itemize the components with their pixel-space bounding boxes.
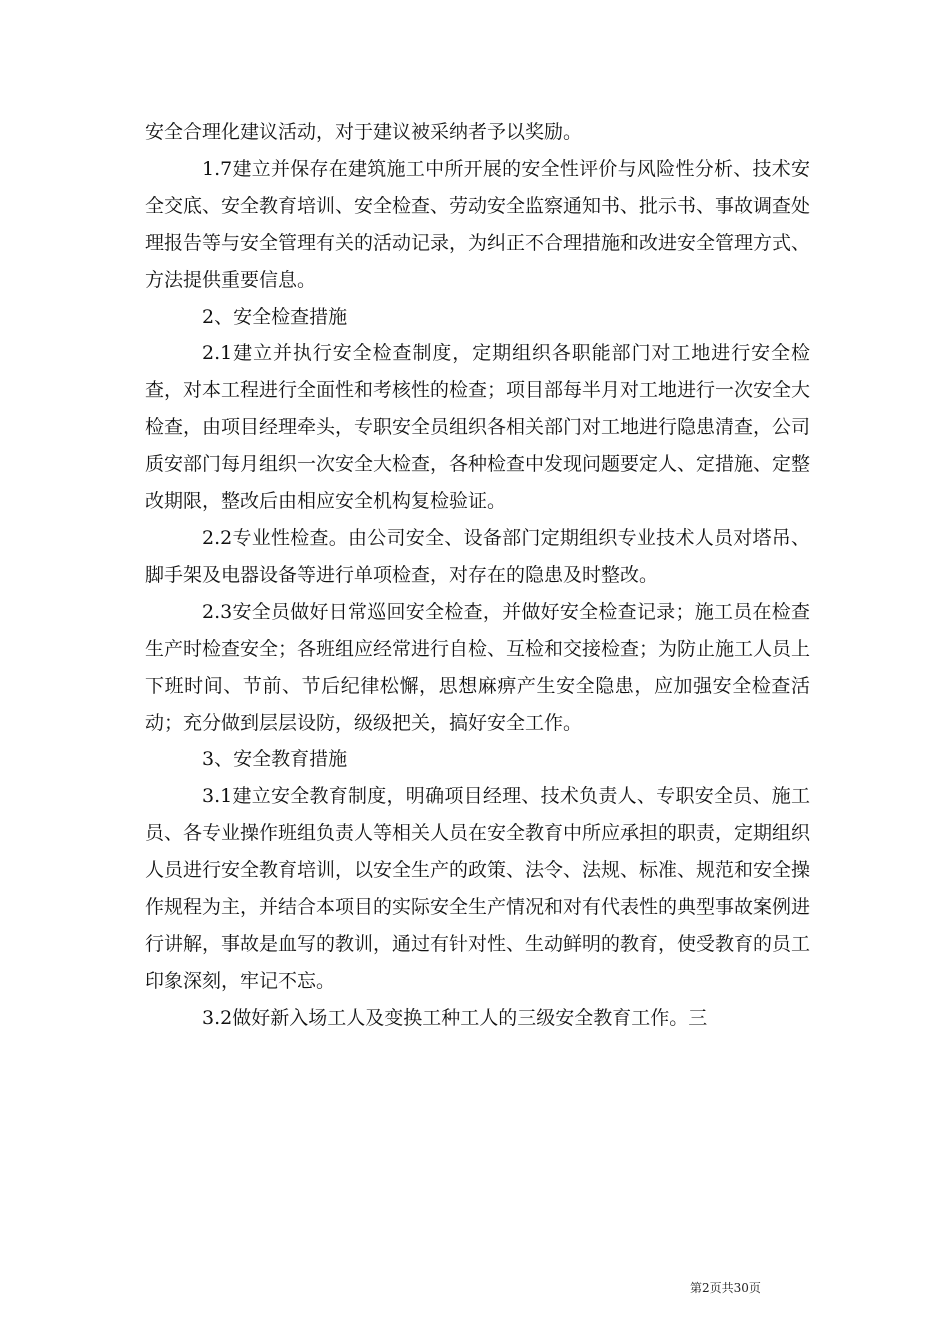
section-heading: 3、安全教育措施 [202,748,348,771]
paragraph: 1.7建立并保存在建筑施工中所开展的安全性评价与风险性分析、技术安全交底、安全教育培训、安全检查、劳动安全监察通知书、批示书、事故调查处理报告等与安全管理有关的活动记录，为纠正不合理措施和改进安全管理方式、方法提供重要信息。 [145,157,811,291]
body-text [145,114,810,1037]
paragraph: 3.2做好新入场工人及变换工种工人的三级安全教育工作。三 [202,1006,708,1029]
page-number-footer: 第2页共30页 [690,1281,761,1295]
paragraph: 3.1建立安全教育制度，明确项目经理、技术负责人、专职安全员、施工员、各专业操作班组负责人等相关人员在安全教育中所应承担的职责，定期组织人员进行安全教育培训，以安全生产的政策、法令、法规、标准、规范和安全操作规程为主，并结合本项目的实际安全生产情况和对有代表性的典型事故案例进行讲解，事故是血写的教训，通过有针对性、生动鲜明的教育，使受教育的员工印象深刻，牢记不忘。 [145,785,811,992]
paragraph: 2.3安全员做好日常巡回安全检查，并做好安全检查记录；施工员在检查生产时检查安全；各班组应经常进行自检、互检和交接检查；为防止施工人员上下班时间、节前、节后纪律松懈，思想麻痹产生安全隐患，应加强安全检查活动；充分做到层层设防，级级把关，搞好安全工作。 [145,600,811,734]
paragraph: 安全合理化建议活动，对于建议被采纳者予以奖励。 [145,121,583,143]
paragraph: 2.2专业性检查。由公司安全、设备部门定期组织专业技术人员对塔吊、脚手架及电器设备等进行单项检查，对存在的隐患及时整改。 [145,526,810,586]
paragraph: 2.1建立并执行安全检查制度，定期组织各职能部门对工地进行安全检查，对本工程进行全面性和考核性的检查；项目部每半月对工地进行一次安全大检查，由项目经理牵头，专职安全员组织各相关部门对工地进行隐患清查，公司质安部门每月组织一次安全大检查，各种检查中发现问题要定人、定措施、定整改期限，整改后由相应安全机构复检验证。 [145,342,811,513]
section-heading: 2、安全检查措施 [202,305,348,328]
